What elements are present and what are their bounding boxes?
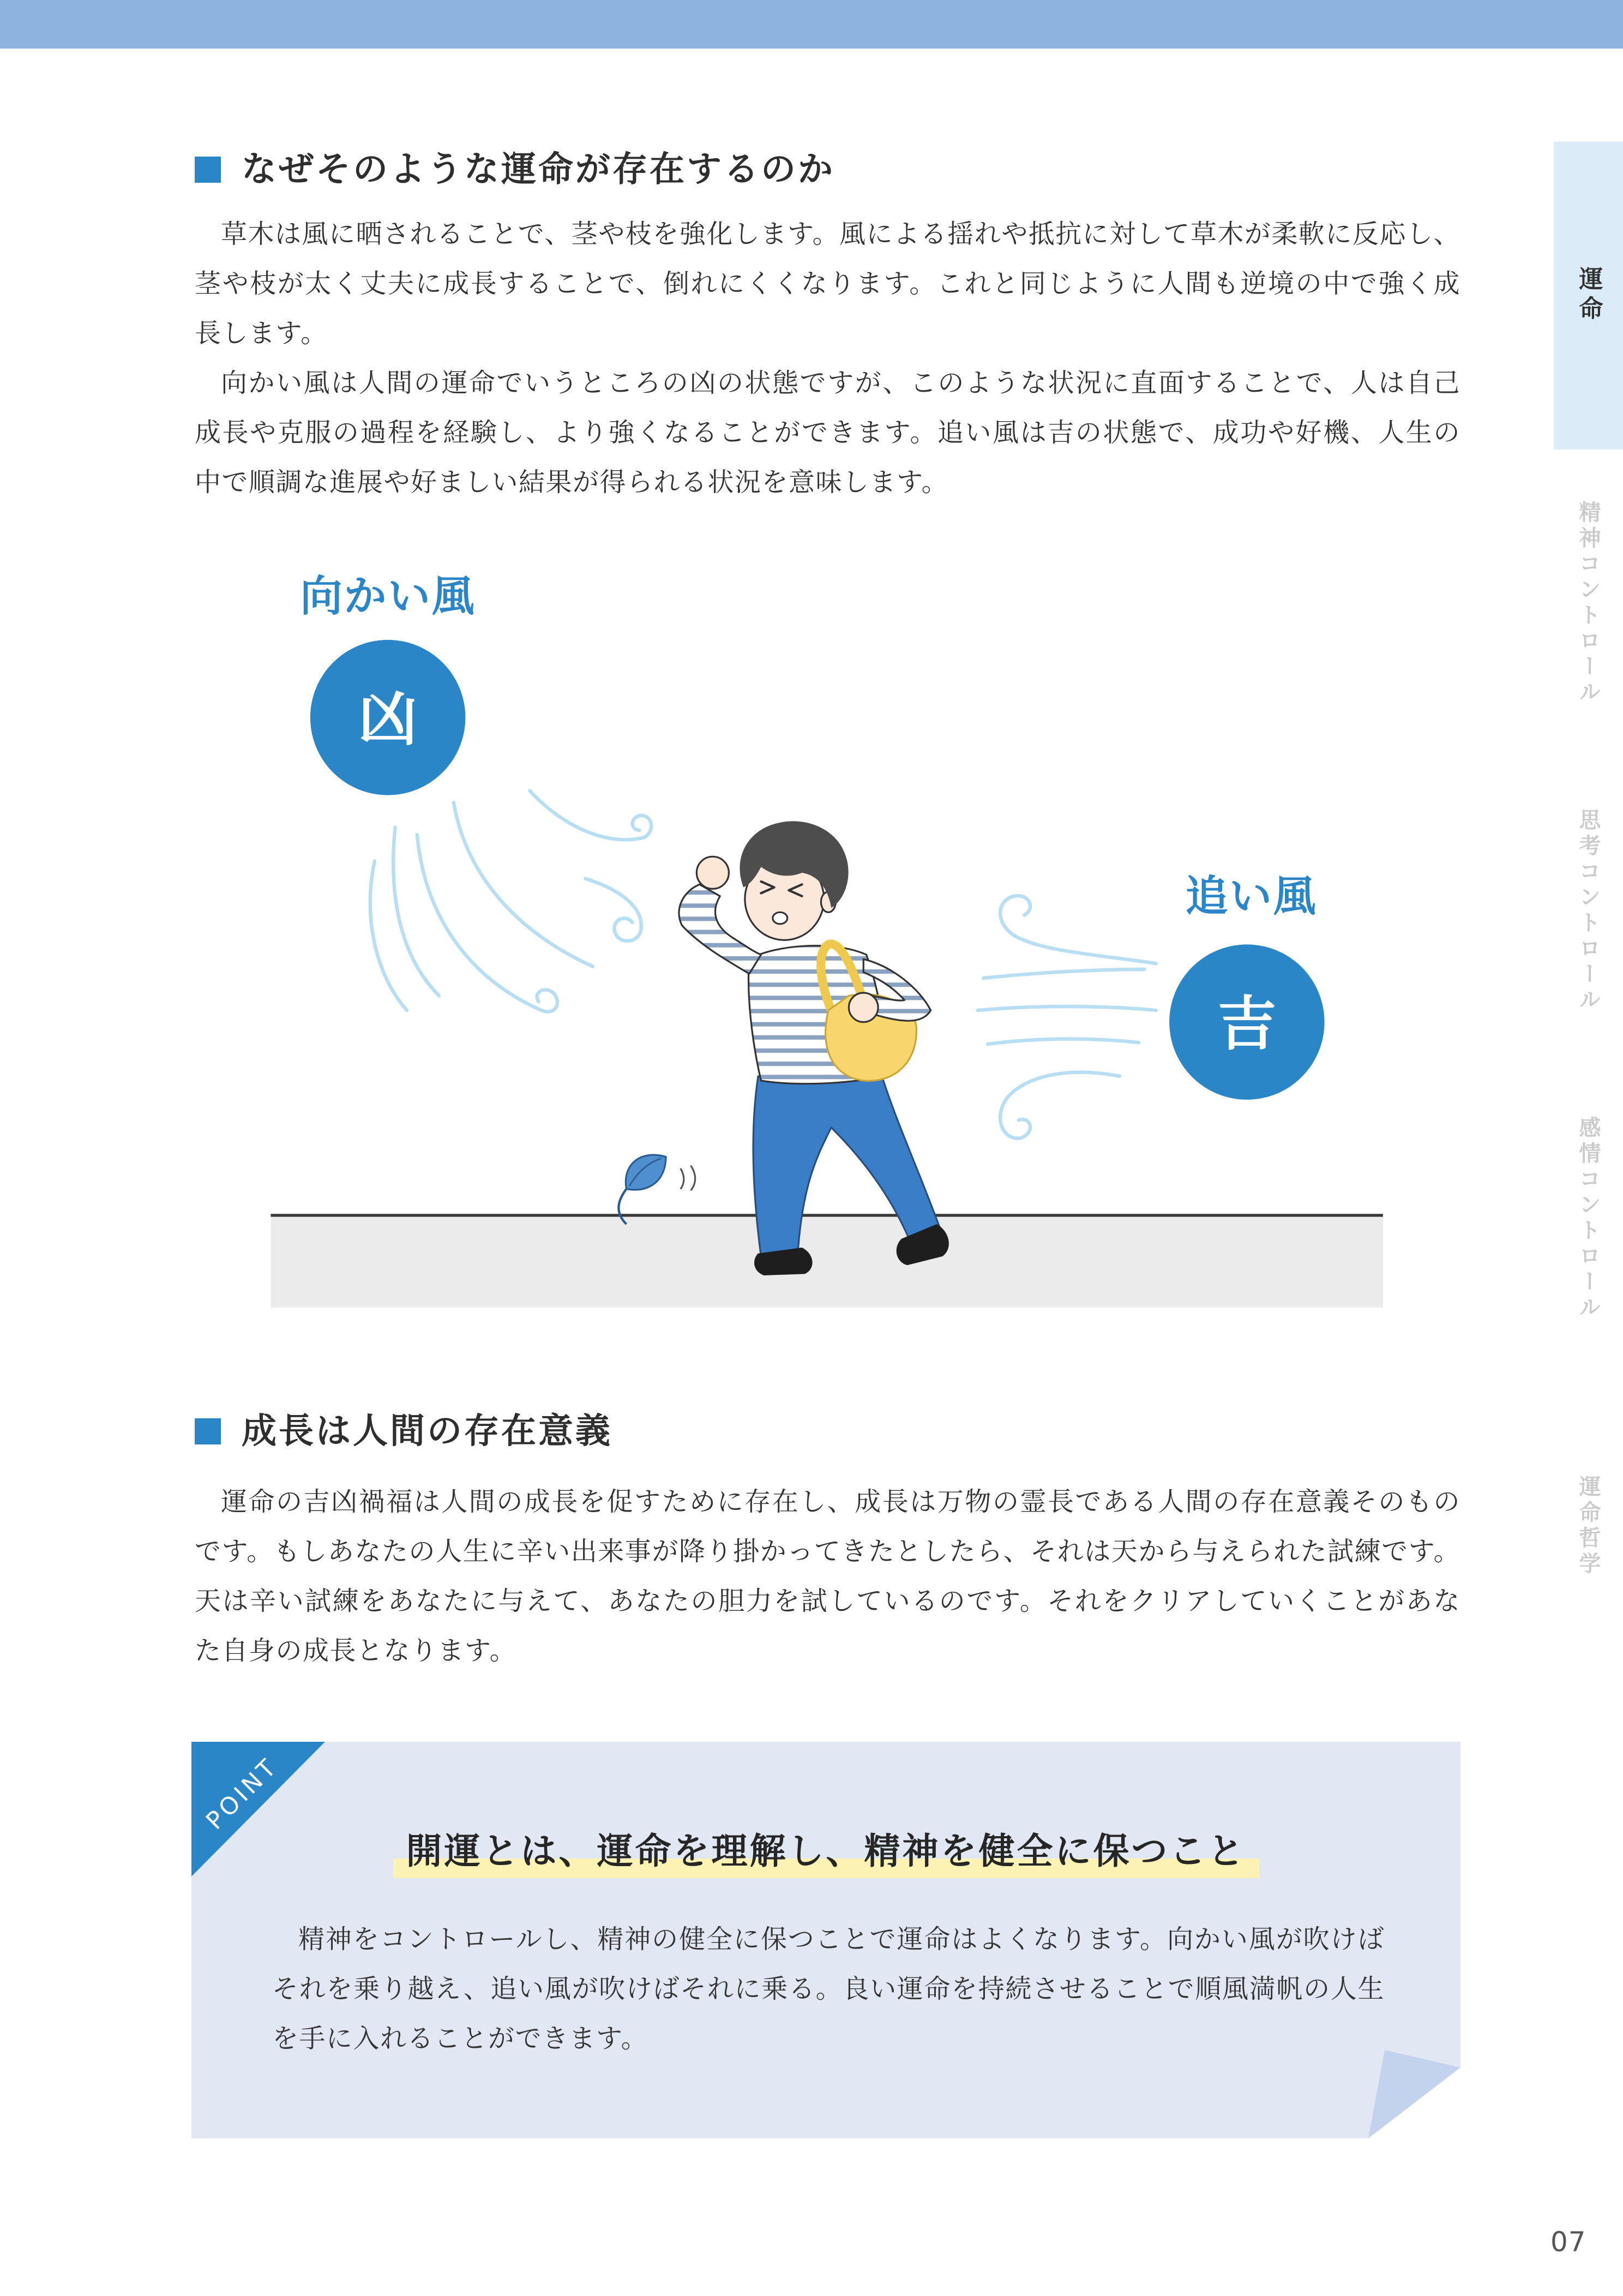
- section2-paragraph-1: 運命の吉凶禍福は人間の成長を促すために存在し、成長は万物の霊長である人間の存在意義そのものです。もしあなたの人生に辛い出来事が降り掛かってきたとしたら、それは天から与えられた試練です。天は辛い試練をあなたに与えて、あなたの胆力を試しているのです。それをクリアしていくことがあなた自身の成長となります。: [195, 1486, 1460, 1666]
- section2-heading-text: 成長は人間の存在意義: [242, 1411, 612, 1452]
- point-body-text: 精神をコントロールし、精神の健全に保つことで運命はよくなります。向かい風が吹けばそれを乗り越え、追い風が吹けばそれに乗る。良い運命を持続させることで順風満帆の人生を手に入れることができます。: [272, 1924, 1385, 2054]
- tailwind-lines: [978, 896, 1156, 1138]
- page-curl-corner: [1337, 2036, 1460, 2138]
- point-box: [191, 1742, 1460, 2138]
- section1-paragraph-1: 草木は風に晒されることで、茎や枝を強化します。風による揺れや抵抗に対して草木が柔軟に反応し、茎や枝が太く丈夫に成長することで、倒れにくくなります。これと同じように人間も逆境の中で強く成長します。: [195, 219, 1460, 349]
- tab-label: 運命: [1574, 266, 1603, 325]
- tab-label: 感情コントロール: [1576, 1116, 1601, 1321]
- page-number: 07: [1550, 2226, 1586, 2258]
- headwind-lines: [370, 791, 651, 1012]
- ground: [270, 1215, 1382, 1308]
- leaf-icon: [618, 1155, 695, 1224]
- tailwind-symbol: 吉: [1217, 990, 1277, 1058]
- section2-heading: [195, 1409, 612, 1454]
- point-badge-text: POINT: [201, 1752, 284, 1836]
- tab-label: 精神コントロール: [1576, 501, 1601, 706]
- tab-label: 思考コントロール: [1576, 808, 1601, 1014]
- mouth: [773, 912, 788, 924]
- headwind-symbol: 凶: [358, 685, 417, 754]
- tab-label: 運命哲学: [1576, 1475, 1601, 1578]
- section2-body: [195, 1477, 1460, 1676]
- person-figure: [679, 821, 949, 1275]
- raised-fist: [696, 856, 729, 889]
- point-title: 開運とは、運命を理解し、精神を健全に保つこと: [393, 1829, 1259, 1878]
- section1-paragraph-2: 向かい風は人間の運命でいうところの凶の状態ですが、このような状況に直面することで、人は自己成長や克服の過程を経験し、より強くなることができます。追い風は吉の状態で、成功や好機、人生の中で順調な進展や好ましい結果が得られる状況を意味します。: [195, 368, 1460, 497]
- point-body: [272, 1915, 1385, 2064]
- section1-heading-text: なぜそのような運命が存在するのか: [242, 149, 835, 190]
- headwind-label: 向かい風: [300, 572, 476, 621]
- hand: [849, 993, 878, 1022]
- point-title-wrap: [191, 1829, 1460, 1878]
- tailwind-label: 追い風: [1185, 872, 1318, 921]
- heading-square-icon: [195, 1418, 221, 1444]
